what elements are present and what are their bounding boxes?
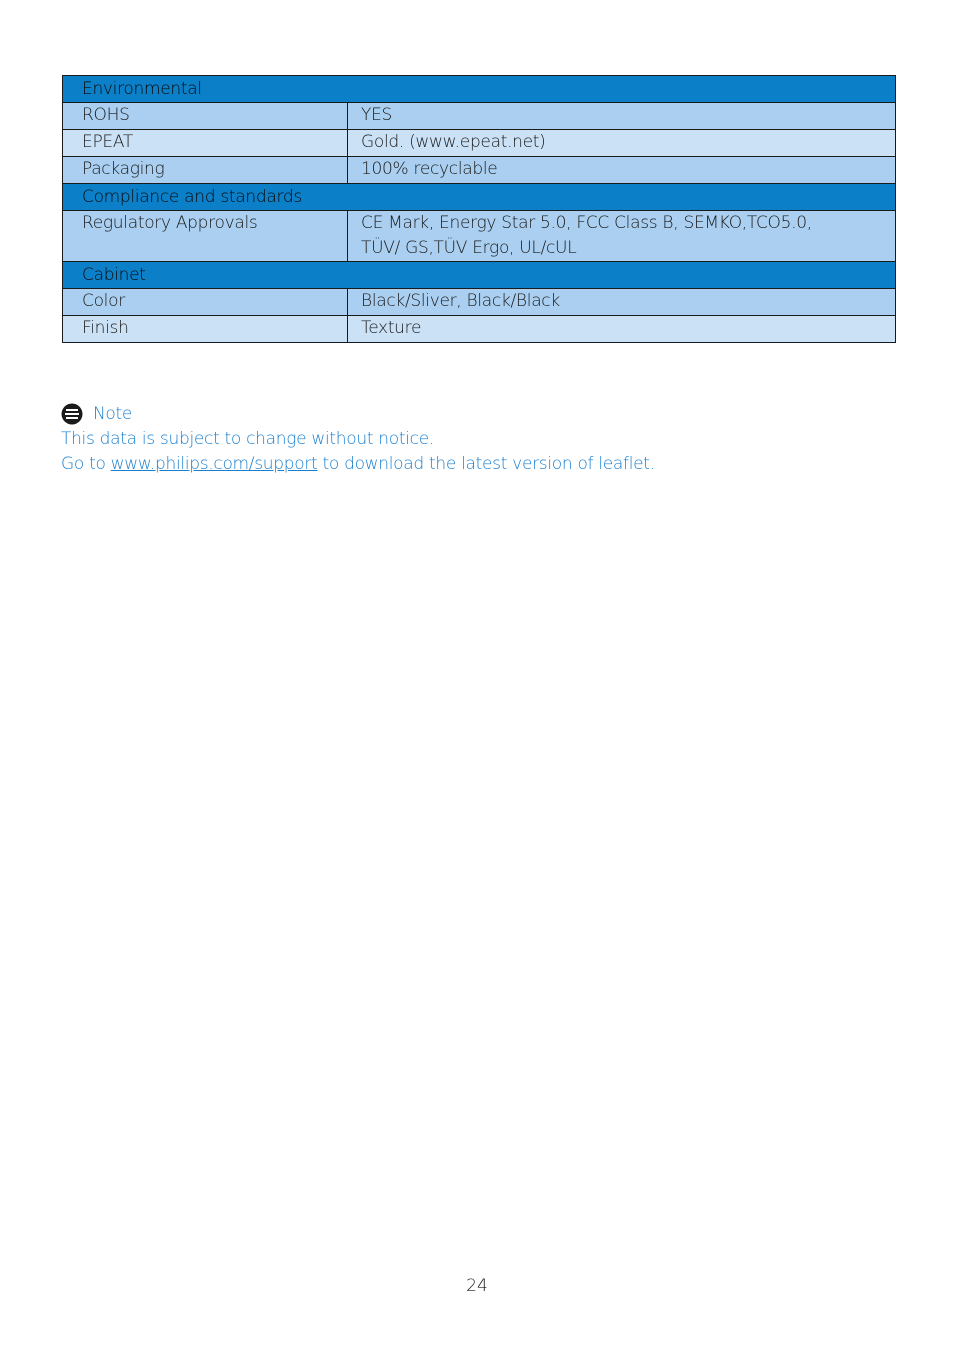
note-icon xyxy=(61,403,83,425)
table-row xyxy=(63,211,896,262)
section-title: Cabinet xyxy=(63,262,896,289)
spec-label: Regulatory Approvals xyxy=(63,211,348,262)
table-row xyxy=(63,130,896,157)
note-text xyxy=(61,452,655,477)
specifications-table xyxy=(62,75,896,343)
note-title: Note xyxy=(93,404,133,424)
spec-value-line: TÜV/ GS,TÜV Ergo, UL/cUL xyxy=(361,238,577,258)
spec-label: Color xyxy=(63,289,348,316)
support-link[interactable]: www.philips.com/support xyxy=(110,454,318,474)
spec-value: YES xyxy=(348,103,896,130)
section-title: Compliance and standards xyxy=(63,184,896,211)
table-row xyxy=(63,157,896,184)
spec-value: Gold. (www.epeat.net) xyxy=(348,130,896,157)
table-row xyxy=(63,289,896,316)
spec-value xyxy=(348,211,896,262)
page-number: 24 xyxy=(466,1276,488,1296)
spec-value: Texture xyxy=(348,316,896,343)
note-header xyxy=(61,401,655,427)
table-row xyxy=(63,316,896,343)
spec-value: 100% recyclable xyxy=(348,157,896,184)
note-text-suffix: to download the latest version of leaflet. xyxy=(317,454,655,474)
section-header-cabinet xyxy=(63,262,896,289)
spec-label: EPEAT xyxy=(63,130,348,157)
section-header-compliance xyxy=(63,184,896,211)
spec-value-line: CE Mark, Energy Star 5.0, FCC Class B, SEMKO,TCO5.0, xyxy=(361,213,812,233)
section-header-environmental xyxy=(63,76,896,103)
table-row xyxy=(63,103,896,130)
note-text-prefix: Go to xyxy=(61,454,111,474)
spec-label: ROHS xyxy=(63,103,348,130)
spec-label: Finish xyxy=(63,316,348,343)
section-title: Environmental xyxy=(63,76,896,103)
note-text: This data is subject to change without notice. xyxy=(61,429,434,449)
spec-value: Black/Sliver, Black/Black xyxy=(348,289,896,316)
note-block xyxy=(61,401,655,477)
spec-label: Packaging xyxy=(63,157,348,184)
